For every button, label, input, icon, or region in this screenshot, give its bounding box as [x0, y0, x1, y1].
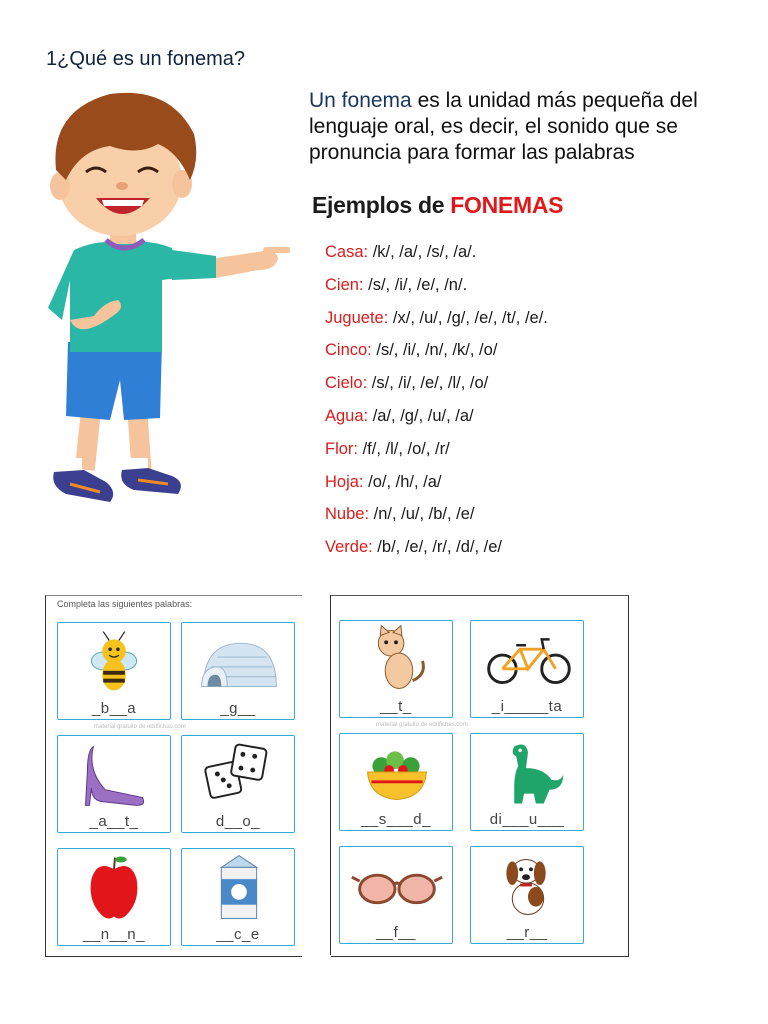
example-item — [325, 306, 548, 339]
example-word: Cien: — [325, 275, 364, 294]
igloo-icon — [182, 627, 294, 695]
example-phonemes: /x/, /u/, /g/, /e/, /t/, /e/. — [388, 308, 548, 327]
example-item — [325, 404, 548, 437]
example-phonemes: /n/, /u/, /b/, /e/ — [369, 505, 475, 524]
example-word: Hoja: — [325, 472, 364, 491]
cat-icon — [340, 625, 452, 693]
examples-heading — [312, 192, 563, 219]
word-card-bee — [57, 622, 171, 720]
definition-text: es la unidad más pequeña del lenguaje oral, es decir, el sonido que se pronuncia para formar las palabras — [309, 89, 698, 164]
definition-paragraph — [309, 88, 739, 166]
example-phonemes: /k/, /a/, /s/, /a/. — [368, 243, 477, 261]
example-word: Casa: — [325, 243, 369, 261]
example-word: Juguete: — [325, 308, 389, 327]
high-heel-shoe-icon — [58, 740, 170, 808]
word-card-shoe — [57, 735, 171, 833]
example-item — [325, 470, 548, 503]
card-word-blank: __t_ — [380, 698, 412, 715]
word-card-apple — [57, 848, 171, 946]
word-card-dice — [181, 735, 295, 833]
sunglasses-icon — [340, 851, 452, 919]
example-word: Flor: — [325, 439, 358, 458]
example-item — [325, 240, 548, 273]
example-phonemes: /f/, /l/, /o/, /r/ — [358, 439, 450, 458]
card-word-blank: __s___d_ — [361, 811, 431, 828]
word-card-igloo — [181, 622, 295, 720]
example-phonemes: /o/, /h/, /a/ — [363, 472, 442, 491]
example-item — [325, 371, 548, 404]
cartoon-boy-illustration — [40, 80, 290, 520]
example-item — [325, 502, 548, 535]
word-card-bicycle — [470, 620, 584, 718]
bee-icon — [58, 627, 170, 695]
example-phonemes: /s/, /i/, /n/, /k/, /o/ — [371, 341, 498, 360]
examples-list — [325, 240, 548, 568]
example-phonemes: /s/, /i/, /e/, /n/. — [363, 275, 468, 294]
example-phonemes: /b/, /e/, /r/, /d/, /e/ — [372, 538, 503, 557]
example-word: Nube: — [325, 505, 370, 524]
example-item — [325, 338, 548, 371]
worksheet-instruction: Completa las siguientes palabras: — [57, 599, 193, 609]
example-word: Cinco: — [325, 341, 372, 360]
card-word-blank: _i_____ta — [491, 698, 563, 715]
watermark-text: material gratuito de edufichas.com — [94, 724, 186, 730]
example-item — [325, 273, 548, 306]
word-card-salad — [339, 733, 453, 831]
word-card-dog — [470, 846, 584, 944]
examples-heading-prefix: Ejemplos de — [312, 192, 451, 218]
word-card-dinosaur — [470, 733, 584, 831]
word-card-sunglasses — [339, 846, 453, 944]
example-word: Agua: — [325, 406, 369, 425]
example-phonemes: /a/, /g/, /u/, /a/ — [368, 406, 474, 425]
example-word: Cielo: — [325, 374, 368, 393]
example-phonemes: /s/, /i/, /e/, /l/, /o/ — [367, 374, 489, 393]
examples-heading-emph: FONEMAS — [450, 192, 564, 218]
card-word-blank: _b__a — [91, 700, 137, 717]
milk-carton-icon — [182, 853, 294, 921]
card-word-blank: _a__t_ — [89, 813, 139, 830]
question-title: 1¿Qué es un fonema? — [46, 48, 246, 70]
card-word-blank: _g__ — [220, 700, 256, 717]
card-word-blank: __c_e — [216, 926, 260, 943]
word-card-cat — [339, 620, 453, 718]
watermark-text: material gratuito de edufichas.com — [376, 722, 468, 728]
example-word: Verde: — [325, 538, 373, 557]
card-word-blank: __r__ — [506, 924, 548, 941]
card-word-blank: __f__ — [375, 924, 417, 941]
dinosaur-icon — [471, 738, 583, 806]
card-word-blank: di___u___ — [489, 811, 565, 828]
card-word-blank: d__o_ — [215, 813, 261, 830]
bicycle-icon — [471, 625, 583, 693]
dice-icon — [182, 740, 294, 808]
example-item — [325, 437, 548, 470]
salad-bowl-icon — [340, 738, 452, 806]
card-word-blank: __n__n_ — [83, 926, 145, 943]
definition-highlight: Un fonema — [309, 89, 412, 112]
dog-icon — [471, 851, 583, 919]
example-item — [325, 535, 548, 568]
apple-icon — [58, 853, 170, 921]
word-card-milk — [181, 848, 295, 946]
